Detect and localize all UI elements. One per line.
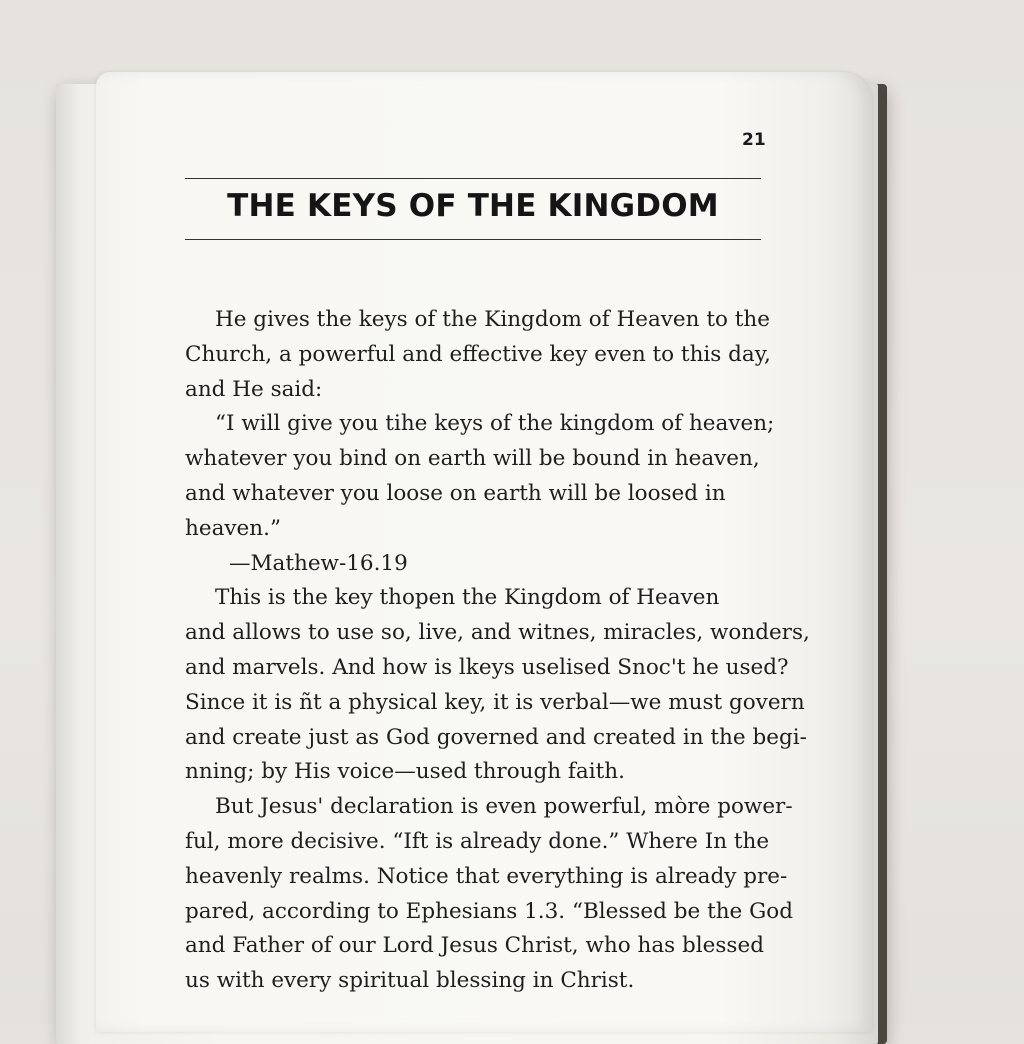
quote-line: and whatever you loose on earth will be loosed in [185, 480, 726, 506]
text-line: nning; by His voice—used through faith. [185, 759, 625, 785]
text-line: and allows to use so, live, and witnes, miracles, wonders, [185, 620, 810, 646]
text-line: Church, a powerful and effective key even to this day, [185, 341, 771, 367]
text-line: He gives the keys of the Kingdom of Heaven to the [215, 307, 770, 332]
text-line: and Father of our Lord Jesus Christ, who has blessed [185, 933, 764, 959]
text-line: us with every spiritual blessing in Christ. [185, 968, 635, 994]
text-line: heavenly realms. Notice that everything is already pre- [185, 863, 788, 889]
text-line: This is the key thopen the Kingdom of Heaven [215, 585, 720, 611]
quote-line: heaven.” [185, 515, 281, 541]
text-line: Since it is ñt a physical key, it is verbal—we must govern [185, 689, 805, 715]
quote-line: whatever you bind on earth will be bound in heaven, [185, 446, 760, 472]
text-line: pared, according to Ephesians 1.3. “Blessed be the God [185, 898, 793, 924]
text-line: and He said: [185, 376, 323, 402]
text-line: and marvels. And how is lkeys uselised Snoc't he used? [185, 654, 789, 680]
page-number: 21 [742, 130, 766, 150]
quote-line: “I will give you tihe keys of the kingdom of heaven; [215, 411, 775, 437]
text-line: But Jesus' declaration is even powerful, mòre power- [215, 794, 793, 820]
text-line: ful, more decisive. “Ift is already done.” Where In the [185, 828, 770, 854]
scripture-reference: —Mathew-16.19 [229, 550, 408, 576]
title-rule-top [185, 178, 761, 179]
chapter-title: THE KEYS OF THE KINGDOM [227, 188, 719, 224]
text-line: and create just as God governed and created in the begi- [185, 724, 807, 750]
body-text [185, 303, 810, 999]
title-rule-bottom [185, 239, 761, 240]
